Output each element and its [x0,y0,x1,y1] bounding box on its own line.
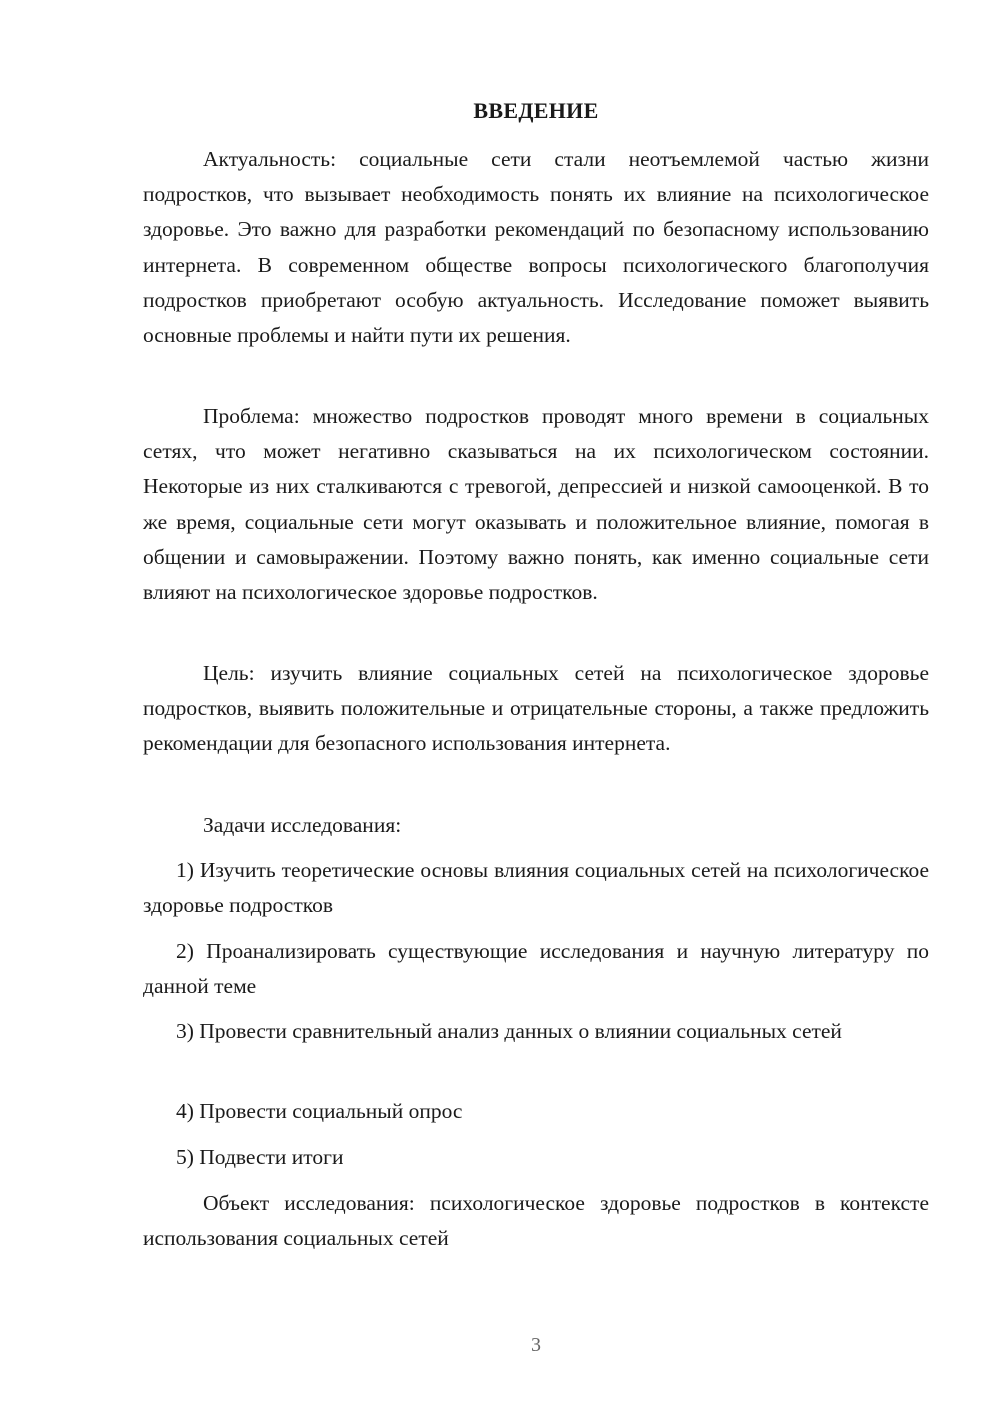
task-item-5: 5) Подвести итоги [176,1145,344,1169]
task-item-2: 2) Проанализировать существующие исследования и научную литературу по данной теме [143,939,929,999]
problem-paragraph: Проблема: множество подростков проводят много времени в социальных сетях, что может негативно сказываться на их психологическом состоянии. Некоторые из них сталкиваются с тревогой, депрессией и низкой самооценкой. В то же время, социальные сети могут оказывать и положительное влияние, помогая в общении и самовыражении. Поэтому важно понять, как именно социальные сети влияют на психологическое здоровье подростков. [143,404,929,605]
document-page [143,0,929,1414]
task-item-4: 4) Провести социальный опрос [176,1099,463,1123]
page-number: 3 [531,1334,541,1356]
page-title: ВВЕДЕНИЕ [473,98,599,123]
task-item-1: 1) Изучить теоретические основы влияния социальных сетей на психологическое здоровье подростков [143,858,929,918]
tasks-heading: Задачи исследования: [203,813,402,837]
task-item-3: 3) Провести сравнительный анализ данных о влиянии социальных сетей [176,1019,842,1043]
relevance-paragraph: Актуальность: социальные сети стали неотъемлемой частью жизни подростков, что вызывает необходимость понять их влияние на психологическое здоровье. Это важно для разработки рекомендаций по безопасному использованию интернета. В современном обществе вопросы психологического благополучия подростков приобретают особую актуальность. Исследование поможет выявить основные проблемы и найти пути их решения. [143,147,929,348]
object-paragraph: Объект исследования: психологическое здоровье подростков в контексте использования социальных сетей [143,1191,929,1251]
goal-paragraph: Цель: изучить влияние социальных сетей на психологическое здоровье подростков, выявить положительные и отрицательные стороны, а также предложить рекомендации для безопасного использования интернета. [143,661,929,756]
